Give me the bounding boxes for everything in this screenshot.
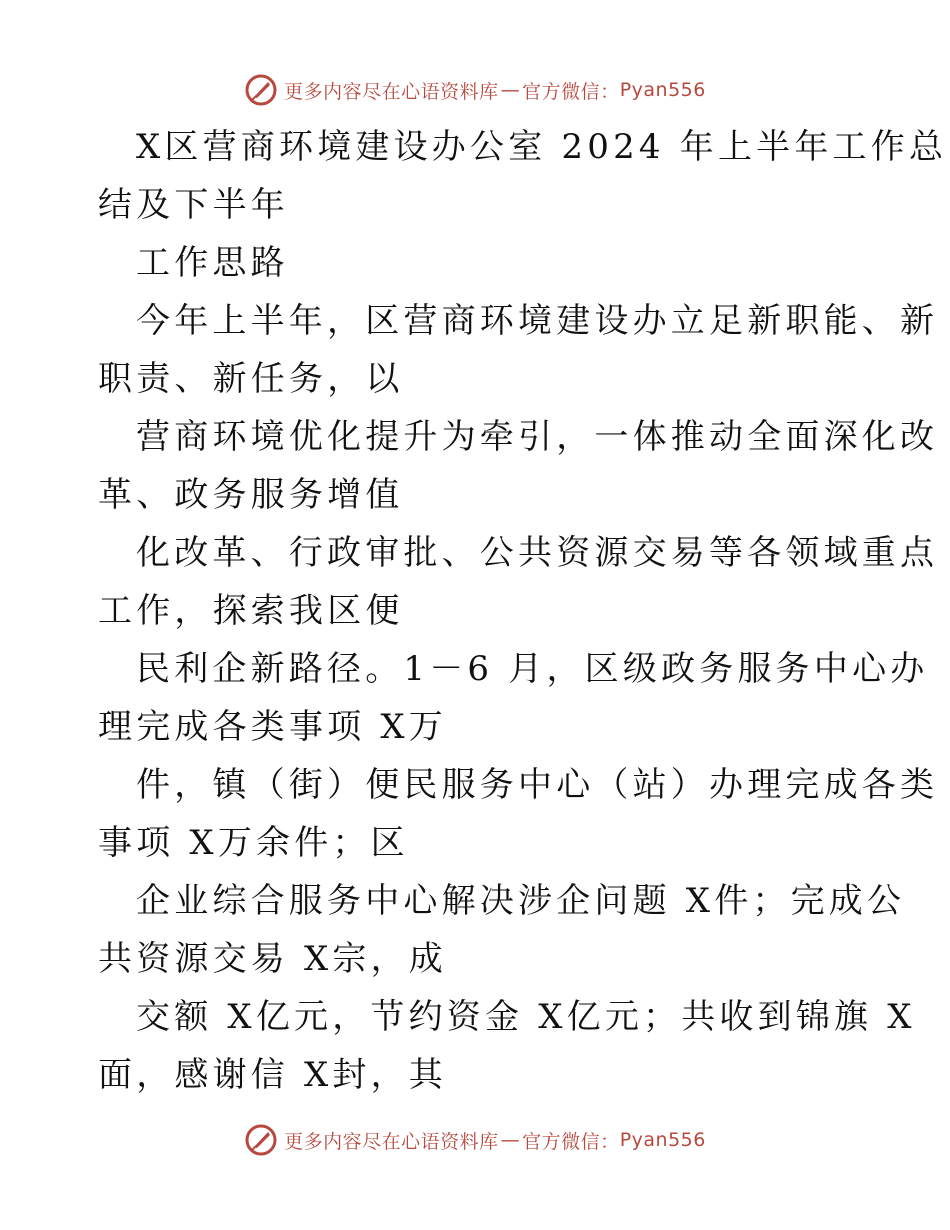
text-line: 交额 X亿元，节约资金 X亿元；共收到锦旗 X (136, 997, 916, 1037)
text-line: 民利企新路径。1－6 月，区级政务服务中心办 (136, 649, 929, 689)
text-line: X区营商环境建设办公室 2024 年上半年工作总 (136, 127, 948, 167)
quill-logo-icon (244, 1123, 278, 1157)
watermark-separator: — (500, 79, 521, 101)
quill-logo-icon (244, 73, 278, 107)
text-line: 今年上半年，区营商环境建设办立足新职能、新 (136, 301, 939, 341)
text-line: 事项 X万余件；区 (98, 823, 409, 863)
text-line: 面，感谢信 X封，其 (98, 1055, 448, 1095)
document-body (98, 118, 948, 1104)
text-line: 革、政务服务增值 (98, 475, 404, 515)
text-line: 工作，探索我区便 (98, 591, 404, 631)
text-line: 化改革、行政审批、公共资源交易等各领域重点 (136, 533, 939, 573)
watermark-contact: 官方微信： (522, 80, 620, 103)
text-line: 件，镇（街）便民服务中心（站）办理完成各类 (136, 765, 939, 805)
text-line: 工作思路 (136, 243, 289, 283)
watermark-text: 更多内容尽在心语资料库 (284, 80, 499, 103)
watermark-separator: — (500, 1129, 521, 1151)
header-watermark (0, 70, 950, 110)
watermark-contact: 官方微信： (522, 1130, 620, 1153)
text-line: 理完成各类事项 X万 (98, 707, 448, 747)
watermark-id: Pyan556 (619, 1129, 706, 1151)
watermark-id: Pyan556 (619, 79, 706, 101)
footer-watermark (0, 1120, 950, 1160)
text-line: 结及下半年 (98, 185, 289, 225)
text-line: 营商环境优化提升为牵引，一体推动全面深化改 (136, 417, 939, 457)
watermark-text: 更多内容尽在心语资料库 (284, 1130, 499, 1153)
text-line: 共资源交易 X宗，成 (98, 939, 448, 979)
text-line: 职责、新任务，以 (98, 359, 404, 399)
text-line: 企业综合服务中心解决涉企问题 X件；完成公 (136, 881, 906, 921)
